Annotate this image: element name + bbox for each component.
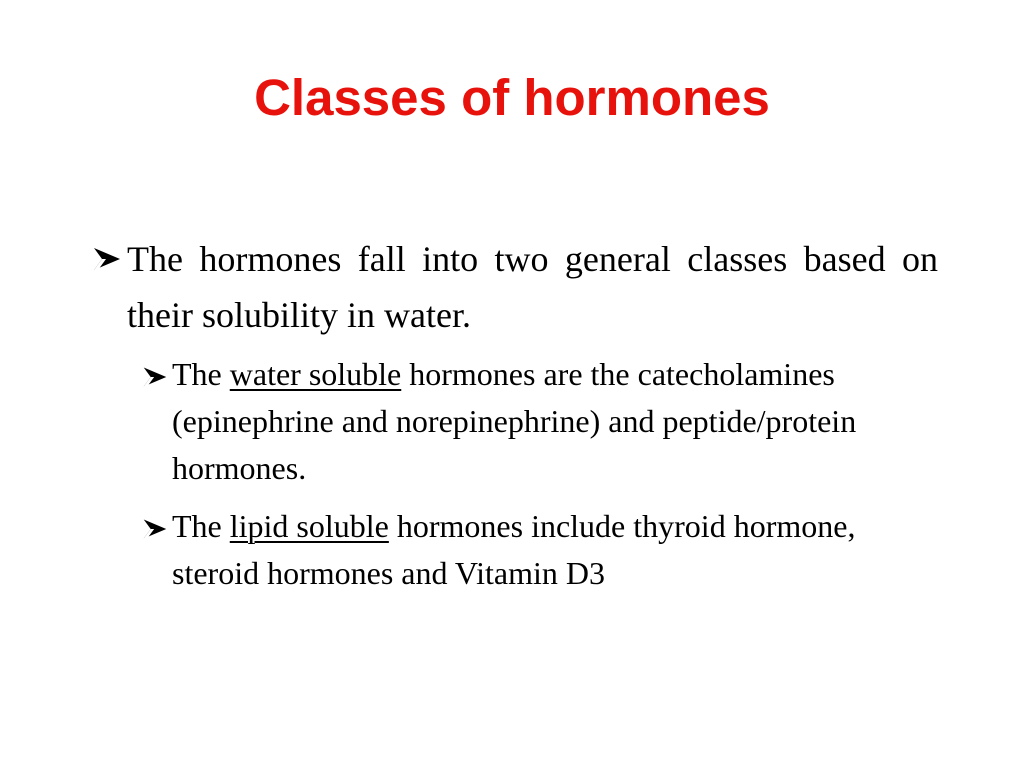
- bullet-sub-water: [90, 351, 938, 492]
- arrow-bullet-icon: [142, 364, 168, 390]
- arrow-bullet-icon: [142, 516, 168, 542]
- bullet-sub-prefix: The: [172, 508, 222, 544]
- bullet-main-text: The hormones fall into two general classes based on their solubility in water.: [127, 239, 938, 335]
- slide-body: [90, 231, 938, 597]
- slide-title: Classes of hormones: [254, 69, 770, 126]
- bullet-sub-lipid: [90, 503, 938, 597]
- bullet-main: [90, 231, 938, 343]
- bullet-sub-text: hormones include thyroid hormone, steroid hormones and Vitamin D3: [172, 508, 856, 591]
- arrow-bullet-icon: [92, 244, 122, 274]
- emphasis-lipid-soluble: lipid soluble: [229, 508, 389, 544]
- bullet-sub-text: hormones are the catecholamines (epinephrine and norepinephrine) and peptide/protein hormones.: [172, 356, 857, 486]
- emphasis-water-soluble: water soluble: [229, 356, 402, 392]
- bullet-sub-prefix: The: [172, 356, 222, 392]
